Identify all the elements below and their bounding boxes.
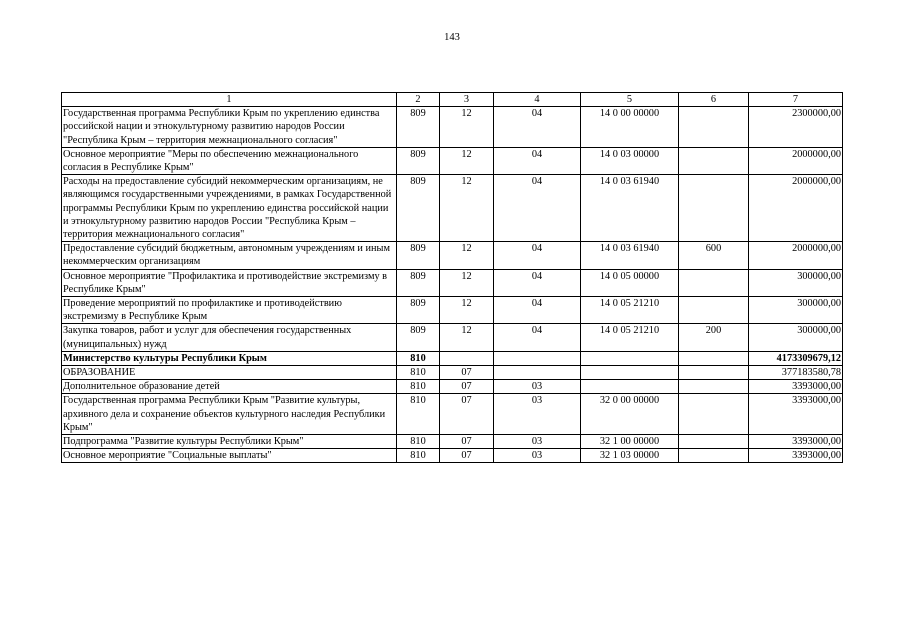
row-subsection-cell: 04 <box>494 147 581 174</box>
column-header: 2 <box>397 93 440 107</box>
row-subsection-cell: 03 <box>494 449 581 463</box>
row-target-article-cell: 14 0 05 21210 <box>581 297 679 324</box>
row-admin-code-cell: 810 <box>397 351 440 365</box>
row-subsection-cell: 03 <box>494 394 581 435</box>
row-section-cell: 12 <box>440 107 494 148</box>
row-target-article-cell: 32 0 00 00000 <box>581 394 679 435</box>
row-section-cell: 12 <box>440 297 494 324</box>
table-row <box>62 351 843 365</box>
row-admin-code-cell: 809 <box>397 147 440 174</box>
row-expense-type-cell <box>679 297 749 324</box>
row-admin-code-cell: 809 <box>397 107 440 148</box>
row-target-article-cell: 14 0 03 61940 <box>581 175 679 242</box>
row-name-cell: Расходы на предоставление субсидий некоммерческим организациям, не являющимся государственными учреждениями, в рамках Государственной программы Республики Крым по укреплению единства российской нации и этнокультурному развитию народов России "Республика Крым – территория межнационального согласия" <box>62 175 397 242</box>
row-section-cell: 07 <box>440 449 494 463</box>
row-expense-type-cell: 200 <box>679 324 749 351</box>
row-name-cell: Государственная программа Республики Крым "Развитие культуры, архивного дела и сохранение объектов культурного наследия Республики Крым" <box>62 394 397 435</box>
row-amount-cell: 4173309679,12 <box>749 351 843 365</box>
column-header: 3 <box>440 93 494 107</box>
row-target-article-cell: 14 0 05 00000 <box>581 269 679 296</box>
row-target-article-cell: 32 1 03 00000 <box>581 449 679 463</box>
row-section-cell: 12 <box>440 269 494 296</box>
row-amount-cell: 2300000,00 <box>749 107 843 148</box>
row-section-cell: 12 <box>440 242 494 269</box>
table-row <box>62 269 843 296</box>
row-target-article-cell <box>581 366 679 380</box>
row-name-cell: ОБРАЗОВАНИЕ <box>62 366 397 380</box>
row-section-cell: 07 <box>440 380 494 394</box>
row-name-cell: Проведение мероприятий по профилактике и противодействию экстремизму в Республике Крым <box>62 297 397 324</box>
row-name-cell: Основное мероприятие "Меры по обеспечению межнационального согласия в Республике Крым" <box>62 147 397 174</box>
row-subsection-cell: 03 <box>494 380 581 394</box>
row-amount-cell: 300000,00 <box>749 324 843 351</box>
row-target-article-cell <box>581 351 679 365</box>
row-expense-type-cell <box>679 366 749 380</box>
header-row <box>62 93 843 107</box>
row-section-cell: 07 <box>440 394 494 435</box>
row-section-cell: 12 <box>440 147 494 174</box>
page-number: 143 <box>444 32 460 43</box>
row-expense-type-cell <box>679 380 749 394</box>
table-row <box>62 242 843 269</box>
row-admin-code-cell: 810 <box>397 394 440 435</box>
table-row <box>62 394 843 435</box>
row-admin-code-cell: 810 <box>397 366 440 380</box>
row-expense-type-cell <box>679 435 749 449</box>
row-subsection-cell: 04 <box>494 242 581 269</box>
table-row <box>62 366 843 380</box>
row-target-article-cell: 14 0 03 00000 <box>581 147 679 174</box>
row-amount-cell: 3393000,00 <box>749 394 843 435</box>
row-expense-type-cell <box>679 175 749 242</box>
row-section-cell: 07 <box>440 435 494 449</box>
row-admin-code-cell: 809 <box>397 175 440 242</box>
row-name-cell: Основное мероприятие "Профилактика и противодействие экстремизму в Республике Крым" <box>62 269 397 296</box>
table-row <box>62 435 843 449</box>
row-section-cell: 12 <box>440 324 494 351</box>
row-subsection-cell: 04 <box>494 107 581 148</box>
table-row <box>62 175 843 242</box>
row-section-cell <box>440 351 494 365</box>
row-target-article-cell: 14 0 00 00000 <box>581 107 679 148</box>
row-admin-code-cell: 809 <box>397 242 440 269</box>
row-target-article-cell: 32 1 00 00000 <box>581 435 679 449</box>
row-section-cell: 07 <box>440 366 494 380</box>
row-amount-cell: 3393000,00 <box>749 380 843 394</box>
table-row <box>62 107 843 148</box>
row-subsection-cell: 04 <box>494 324 581 351</box>
row-admin-code-cell: 809 <box>397 269 440 296</box>
row-amount-cell: 300000,00 <box>749 269 843 296</box>
column-header: 5 <box>581 93 679 107</box>
row-amount-cell: 300000,00 <box>749 297 843 324</box>
row-expense-type-cell <box>679 147 749 174</box>
table-row <box>62 380 843 394</box>
budget-table <box>61 92 843 463</box>
table-row <box>62 449 843 463</box>
row-expense-type-cell <box>679 351 749 365</box>
row-expense-type-cell: 600 <box>679 242 749 269</box>
row-expense-type-cell <box>679 107 749 148</box>
row-name-cell: Основное мероприятие "Социальные выплаты" <box>62 449 397 463</box>
row-subsection-cell: 04 <box>494 175 581 242</box>
table-row <box>62 297 843 324</box>
row-subsection-cell: 04 <box>494 269 581 296</box>
row-subsection-cell <box>494 351 581 365</box>
row-amount-cell: 377183580,78 <box>749 366 843 380</box>
row-name-cell: Дополнительное образование детей <box>62 380 397 394</box>
row-subsection-cell: 03 <box>494 435 581 449</box>
row-subsection-cell <box>494 366 581 380</box>
column-header: 1 <box>62 93 397 107</box>
row-name-cell: Подпрограмма "Развитие культуры Республики Крым" <box>62 435 397 449</box>
row-admin-code-cell: 809 <box>397 324 440 351</box>
row-target-article-cell: 14 0 03 61940 <box>581 242 679 269</box>
row-expense-type-cell <box>679 269 749 296</box>
row-expense-type-cell <box>679 449 749 463</box>
row-admin-code-cell: 810 <box>397 449 440 463</box>
table-row <box>62 147 843 174</box>
column-header: 7 <box>749 93 843 107</box>
row-name-cell: Закупка товаров, работ и услуг для обеспечения государственных (муниципальных) нужд <box>62 324 397 351</box>
row-admin-code-cell: 809 <box>397 297 440 324</box>
row-subsection-cell: 04 <box>494 297 581 324</box>
row-name-cell: Государственная программа Республики Крым по укреплению единства российской нации и этнокультурному развитию народов России "Республика Крым – территория межнационального согласия" <box>62 107 397 148</box>
row-section-cell: 12 <box>440 175 494 242</box>
row-admin-code-cell: 810 <box>397 380 440 394</box>
column-header: 4 <box>494 93 581 107</box>
table-row <box>62 324 843 351</box>
row-target-article-cell <box>581 380 679 394</box>
row-name-cell: Предоставление субсидий бюджетным, автономным учреждениям и иным некоммерческим организациям <box>62 242 397 269</box>
row-amount-cell: 2000000,00 <box>749 147 843 174</box>
row-target-article-cell: 14 0 05 21210 <box>581 324 679 351</box>
column-header: 6 <box>679 93 749 107</box>
row-amount-cell: 3393000,00 <box>749 435 843 449</box>
row-admin-code-cell: 810 <box>397 435 440 449</box>
row-amount-cell: 2000000,00 <box>749 242 843 269</box>
row-name-cell: Министерство культуры Республики Крым <box>62 351 397 365</box>
row-amount-cell: 3393000,00 <box>749 449 843 463</box>
row-amount-cell: 2000000,00 <box>749 175 843 242</box>
row-expense-type-cell <box>679 394 749 435</box>
